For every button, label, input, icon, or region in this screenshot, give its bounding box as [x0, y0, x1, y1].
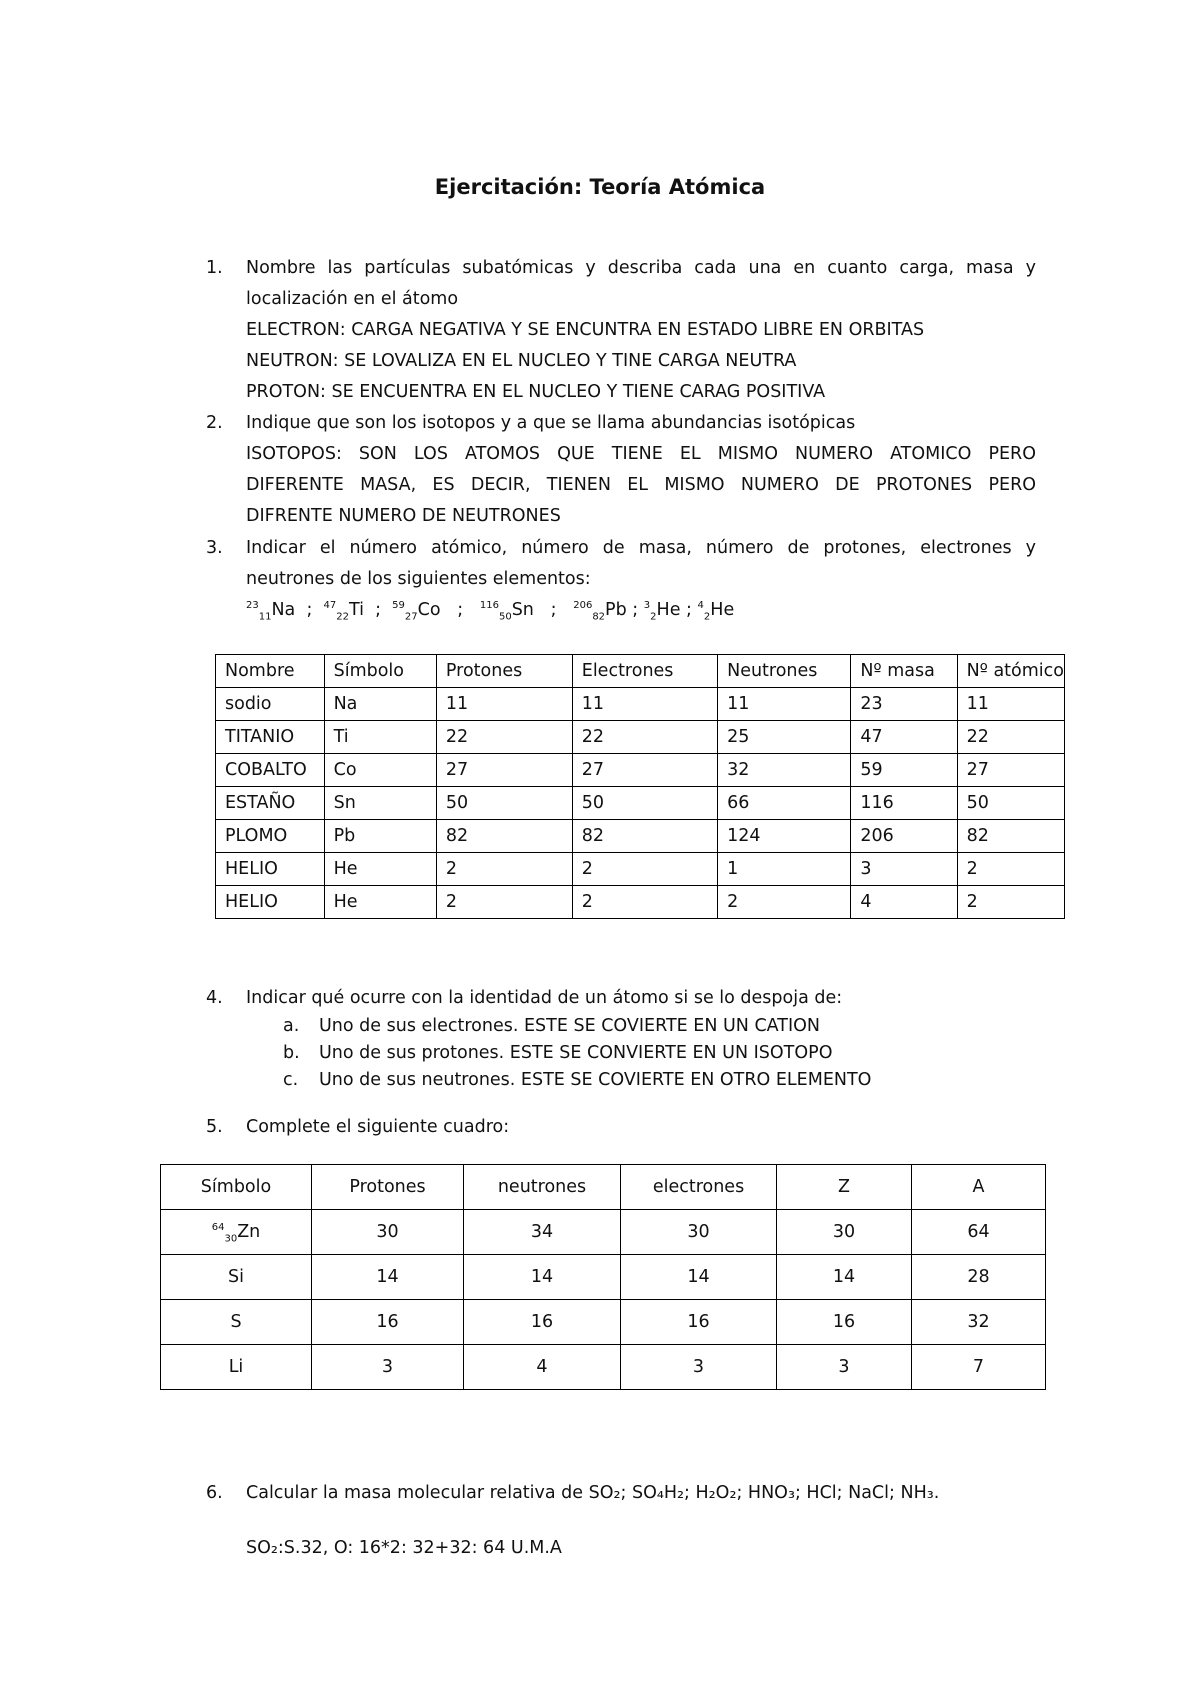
q6-answer — [246, 1538, 1036, 1558]
table-cell: 2 — [436, 853, 572, 886]
element-ti: $^{47}_{22}$Ti — [323, 600, 364, 623]
table-cell: Si — [161, 1255, 312, 1300]
col-header-electrones: electrones — [621, 1165, 777, 1210]
q1-text-line2: localización en el átomo — [246, 289, 459, 309]
table-cell: 14 — [777, 1255, 912, 1300]
table-cell: 59 — [851, 754, 957, 787]
q4-number: 4. — [206, 988, 223, 1008]
table-cell: 7 — [912, 1345, 1046, 1390]
table-cell: 4 — [464, 1345, 621, 1390]
table-cell: 14 — [621, 1255, 777, 1300]
col-header-neutrones: neutrones — [464, 1165, 621, 1210]
table-cell: 50 — [957, 787, 1064, 820]
element-na: $^{23}_{11}$Na — [246, 600, 296, 623]
table-cell: 11 — [436, 688, 572, 721]
table-cell: 22 — [572, 721, 717, 754]
col-header-nombre: Nombre — [216, 655, 325, 688]
q4-text-line1: Indicar qué ocurre con la identidad de un átomo si se lo despoja de: — [246, 988, 843, 1008]
table-cell: 28 — [912, 1255, 1046, 1300]
table-cell: 1 — [718, 853, 851, 886]
table-cell: Sn — [324, 787, 436, 820]
table-cell: 16 — [621, 1300, 777, 1345]
table-cell: Ti — [324, 721, 436, 754]
elements-table — [215, 654, 1065, 919]
table-row — [216, 754, 1065, 787]
table-cell: He — [324, 853, 436, 886]
table-cell: 25 — [718, 721, 851, 754]
table-cell: 66 — [718, 787, 851, 820]
table-cell: Na — [324, 688, 436, 721]
table-cell: 27 — [957, 754, 1064, 787]
table-cell: 14 — [312, 1255, 464, 1300]
table-cell: 2 — [957, 853, 1064, 886]
table-cell: 82 — [436, 820, 572, 853]
page-title: Ejercitación: Teoría Atómica — [434, 175, 766, 199]
table-cell: TITANIO — [216, 721, 325, 754]
q6-text-line1 — [246, 1483, 1036, 1503]
q6-number: 6. — [206, 1483, 223, 1503]
table-cell: COBALTO — [216, 754, 325, 787]
table-cell: ESTAÑO — [216, 787, 325, 820]
table-cell: 2 — [572, 853, 717, 886]
table-row — [161, 1255, 1046, 1300]
table-cell: 3 — [621, 1345, 777, 1390]
table-row — [216, 886, 1065, 919]
table-cell: 2 — [957, 886, 1064, 919]
q4-item-a-text: Uno de sus electrones. ESTE SE COVIERTE EN UN CATION — [319, 1016, 820, 1036]
element-sn: $^{116}_{50}$Sn — [479, 600, 534, 623]
table-cell: 14 — [464, 1255, 621, 1300]
table-cell: Li — [161, 1345, 312, 1390]
table-cell: 22 — [436, 721, 572, 754]
col-header-z: Z — [777, 1165, 912, 1210]
table-cell: 3 — [312, 1345, 464, 1390]
table-cell: 50 — [436, 787, 572, 820]
table-cell: 11 — [957, 688, 1064, 721]
q1-text-line1: Nombre las partículas subatómicas y describa cada una en cuanto carga, masa y — [246, 258, 1036, 278]
table-cell-zn-symbol: $^{64}_{30}$Zn — [161, 1210, 312, 1255]
table-cell: S — [161, 1300, 312, 1345]
table-cell: 27 — [572, 754, 717, 787]
table-cell: 2 — [572, 886, 717, 919]
table-cell: 2 — [436, 886, 572, 919]
table-cell: 82 — [957, 820, 1064, 853]
table-cell: 30 — [777, 1210, 912, 1255]
q2-answer-line1: ISOTOPOS: SON LOS ATOMOS QUE TIENE EL MISMO NUMERO ATOMICO PERO — [246, 444, 1036, 464]
table-cell: 16 — [777, 1300, 912, 1345]
q5-text-line1: Complete el siguiente cuadro: — [246, 1117, 510, 1137]
q2-answer-line2: DIFERENTE MASA, ES DECIR, TIENEN EL MISMO NUMERO DE PROTONES PERO — [246, 475, 1036, 495]
q3-element-list: $^{23}_{11}$Na ; $^{47}_{22}$Ti ; $^{59}_{27}$Co ; $^{116}_{50}$Sn ; $^{206}_{82}$Pb ; $^3_2$He ; $^4_2$He — [246, 600, 735, 623]
table-row — [161, 1210, 1046, 1255]
element-co: $^{59}_{27}$Co — [392, 600, 441, 623]
table-row — [216, 787, 1065, 820]
table-cell: 47 — [851, 721, 957, 754]
table-cell: 124 — [718, 820, 851, 853]
table-cell: 34 — [464, 1210, 621, 1255]
table-cell: PLOMO — [216, 820, 325, 853]
table-header-row — [216, 655, 1065, 688]
q6-formulas: SO₂; SO₄H₂; H₂O₂; HNO₃; HCl; NaCl; NH₃. — [588, 1483, 940, 1503]
q2-number: 2. — [206, 413, 223, 433]
table-cell: 206 — [851, 820, 957, 853]
table-row — [161, 1300, 1046, 1345]
q1-number: 1. — [206, 258, 223, 278]
table-cell: 3 — [851, 853, 957, 886]
q6-prefix: Calcular la masa molecular relativa de — [246, 1483, 584, 1503]
table-cell: 16 — [464, 1300, 621, 1345]
table-cell: 11 — [718, 688, 851, 721]
table-row — [216, 820, 1065, 853]
col-header-simbolo: Símbolo — [161, 1165, 312, 1210]
q3-text-line2: neutrones de los siguientes elementos: — [246, 569, 591, 589]
q4-item-b-label: b. — [283, 1043, 300, 1063]
table-cell: HELIO — [216, 853, 325, 886]
table-cell: 4 — [851, 886, 957, 919]
q1-answer-neutron: NEUTRON: SE LOVALIZA EN EL NUCLEO Y TINE CARGA NEUTRA — [246, 351, 797, 371]
table-cell: 30 — [621, 1210, 777, 1255]
q6-answer-text: S.32, O: 16*2: 32+32: 64 U.M.A — [283, 1538, 562, 1558]
table-cell: sodio — [216, 688, 325, 721]
table-cell: 16 — [312, 1300, 464, 1345]
table-cell: 23 — [851, 688, 957, 721]
col-header-protones: Protones — [436, 655, 572, 688]
q4-item-b-text: Uno de sus protones. ESTE SE CONVIERTE EN UN ISOTOPO — [319, 1043, 833, 1063]
q4-item-c-label: c. — [283, 1070, 299, 1090]
element-he4: $^4_2$He — [697, 600, 735, 623]
col-header-electrones: Electrones — [572, 655, 717, 688]
q4-item-a-label: a. — [283, 1016, 300, 1036]
table-cell: Co — [324, 754, 436, 787]
col-header-atomico: Nº atómico — [957, 655, 1064, 688]
table-cell: 116 — [851, 787, 957, 820]
col-header-simbolo: Símbolo — [324, 655, 436, 688]
q2-answer-line3: DIFRENTE NUMERO DE NEUTRONES — [246, 506, 561, 526]
q4-item-c-text: Uno de sus neutrones. ESTE SE COVIERTE EN OTRO ELEMENTO — [319, 1070, 872, 1090]
q2-text-line1: Indique que son los isotopos y a que se llama abundancias isotópicas — [246, 413, 856, 433]
complete-table — [160, 1164, 1046, 1390]
table-header-row — [161, 1165, 1046, 1210]
table-cell: 22 — [957, 721, 1064, 754]
table-cell: 2 — [718, 886, 851, 919]
table-cell: 30 — [312, 1210, 464, 1255]
table-cell: 32 — [912, 1300, 1046, 1345]
table-cell: 11 — [572, 688, 717, 721]
q1-answer-proton: PROTON: SE ENCUENTRA EN EL NUCLEO Y TIENE CARAG POSITIVA — [246, 382, 826, 402]
q5-number: 5. — [206, 1117, 223, 1137]
q3-number: 3. — [206, 538, 223, 558]
element-he3: $^3_2$He — [643, 600, 681, 623]
q6-answer-formula: SO₂: — [246, 1538, 284, 1558]
table-row — [216, 721, 1065, 754]
table-row — [161, 1345, 1046, 1390]
col-header-neutrones: Neutrones — [718, 655, 851, 688]
table-cell: HELIO — [216, 886, 325, 919]
table-cell: He — [324, 886, 436, 919]
col-header-a: A — [912, 1165, 1046, 1210]
table-cell: 82 — [572, 820, 717, 853]
col-header-protones: Protones — [312, 1165, 464, 1210]
table-cell: Pb — [324, 820, 436, 853]
col-header-masa: Nº masa — [851, 655, 957, 688]
table-cell: 3 — [777, 1345, 912, 1390]
table-row — [216, 688, 1065, 721]
table-cell: 64 — [912, 1210, 1046, 1255]
table-cell: 32 — [718, 754, 851, 787]
table-cell: 50 — [572, 787, 717, 820]
q3-text-line1: Indicar el número atómico, número de masa, número de protones, electrones y — [246, 538, 1036, 558]
table-cell: 27 — [436, 754, 572, 787]
table-row — [216, 853, 1065, 886]
element-pb: $^{206}_{82}$Pb — [573, 600, 627, 623]
q1-answer-electron: ELECTRON: CARGA NEGATIVA Y SE ENCUNTRA EN ESTADO LIBRE EN ORBITAS — [246, 320, 925, 340]
